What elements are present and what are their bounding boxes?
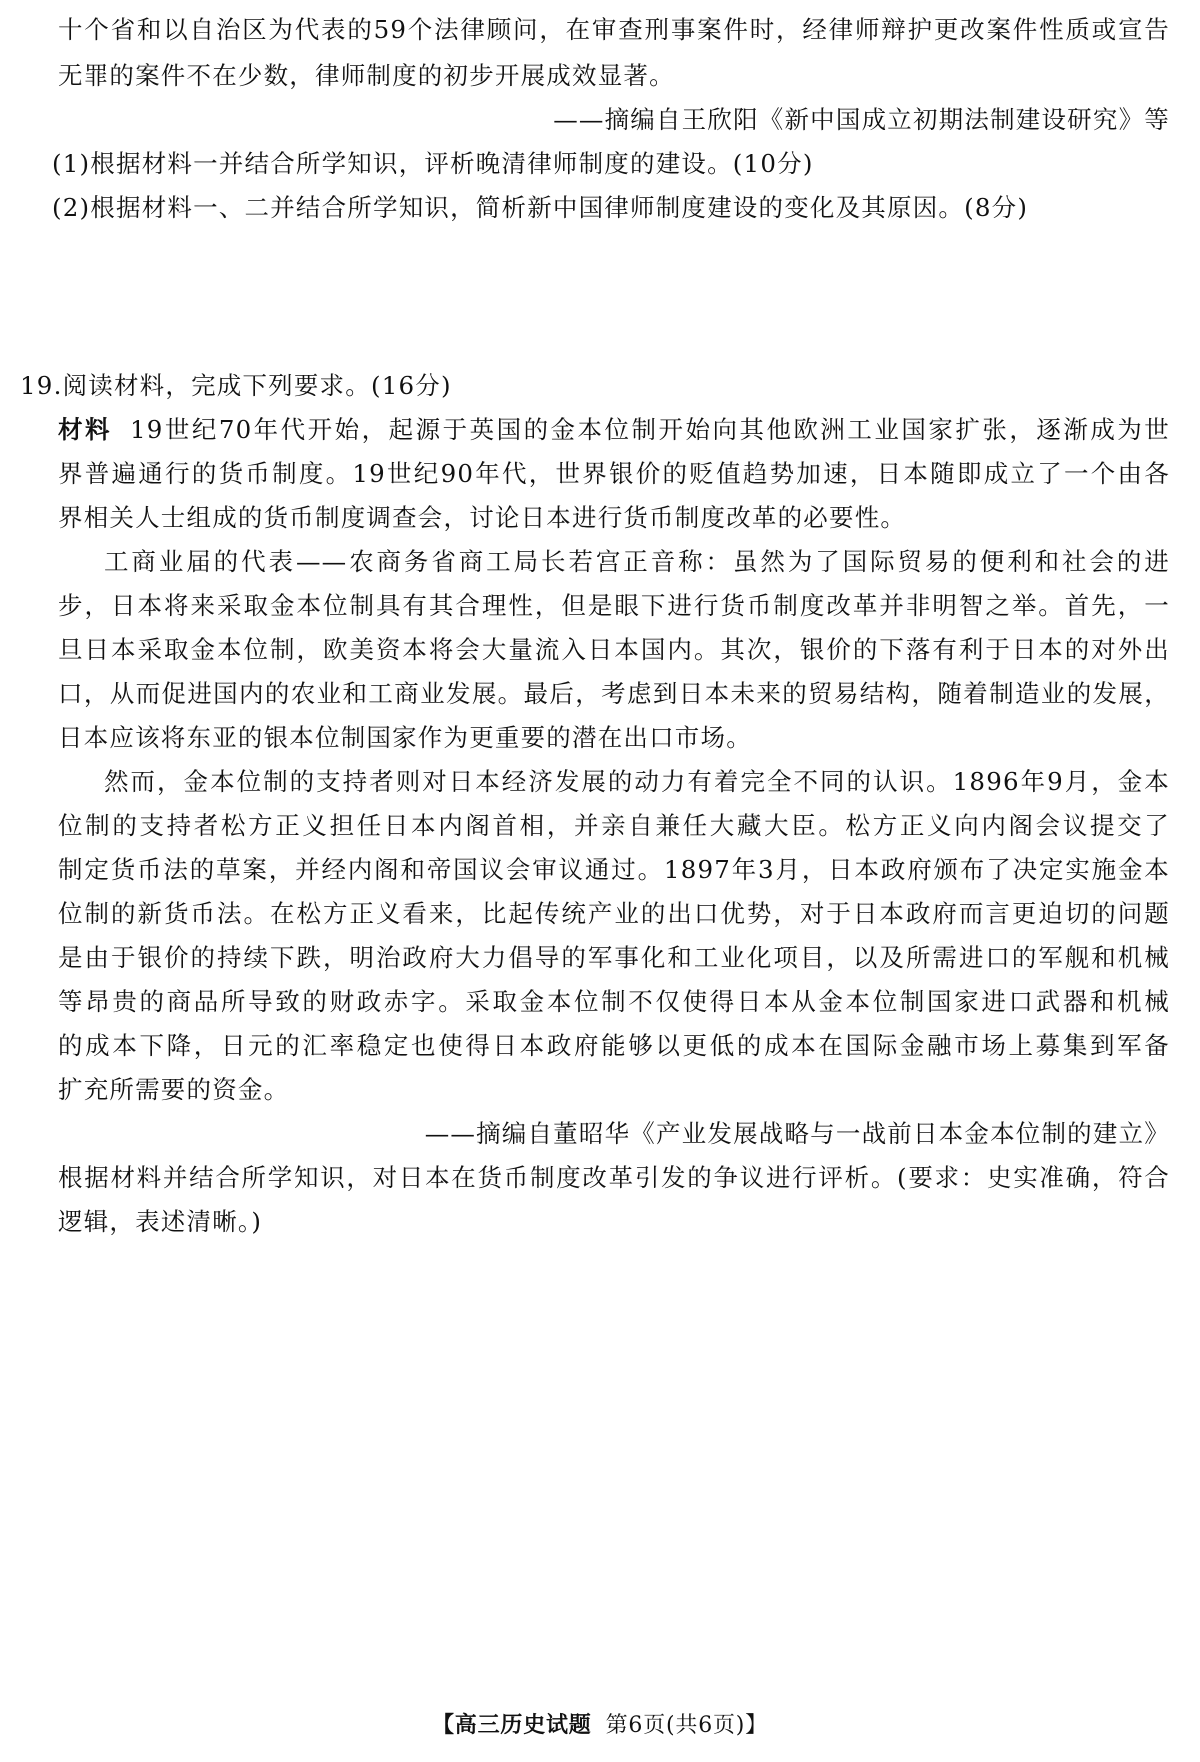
question-18-part-1: (1)根据材料一并结合所学知识，评析晚清律师制度的建设。(10分) (52, 149, 814, 178)
material-paragraph-3-line-2: 位制的支持者松方正义担任日本内阁首相，并亲自兼任大藏大臣。松方正义向内阁会议提交了 (58, 811, 1170, 840)
material-paragraph-3-line-3: 制定货币法的草案，并经内阁和帝国议会审议通过。1897年3月，日本政府颁布了决定实施金本 (58, 855, 1170, 884)
material-paragraph-3-line-8: 扩充所需要的资金。 (58, 1075, 290, 1104)
question-19-task-line-1: 根据材料并结合所学知识，对日本在货币制度改革引发的争议进行评析。(要求：史实准确，符合 (58, 1163, 1170, 1192)
material-paragraph-3-line-4: 位制的新货币法。在松方正义看来，比起传统产业的出口优势，对于日本政府而言更迫切的问题 (58, 899, 1170, 928)
material-label: 材料 (58, 415, 112, 444)
material-paragraph-2-line-5: 日本应该将东亚的银本位制国家作为更重要的潜在出口市场。 (58, 723, 752, 752)
material-source: ——摘编自董昭华《产业发展战略与一战前日本金本位制的建立》 (424, 1119, 1170, 1148)
material-paragraph-2-line-4: 口，从而促进国内的农业和工商业发展。最后，考虑到日本未来的贸易结构，随着制造业的发展， (58, 679, 1170, 708)
material-paragraph-1-line-1 (58, 414, 1170, 446)
material-paragraph-2-line-1: 工商业届的代表——农商务省商工局长若宫正音称：虽然为了国际贸易的便利和社会的进 (104, 547, 1170, 576)
material-two-line-1: 十个省和以自治区为代表的59个法律顾问，在审查刑事案件时，经律师辩护更改案件性质或宣告 (58, 15, 1170, 44)
material-paragraph-1-line-3: 界相关人士组成的货币制度调查会，讨论日本进行货币制度改革的必要性。 (58, 503, 907, 532)
material-paragraph-1-text: 19世纪70年代开始，起源于英国的金本位制开始向其他欧洲工业国家扩张，逐渐成为世 (129, 415, 1170, 444)
material-paragraph-3-line-6: 等昂贵的商品所导致的财政赤字。采取金本位制不仅使得日本从金本位制国家进口武器和机械 (58, 987, 1170, 1016)
material-paragraph-3-line-5: 是由于银价的持续下跌，明治政府大力倡导的军事化和工业化项目，以及所需进口的军舰和机械 (58, 943, 1170, 972)
material-paragraph-3-line-7: 的成本下降，日元的汇率稳定也使得日本政府能够以更低的成本在国际金融市场上募集到军备 (58, 1031, 1170, 1060)
footer-exam-title: 【高三历史试题 (432, 1712, 592, 1738)
page-footer (0, 1710, 1200, 1741)
material-paragraph-1-line-2: 界普遍通行的货币制度。19世纪90年代，世界银价的贬值趋势加速，日本随即成立了一个由各 (58, 459, 1170, 488)
material-two-line-2: 无罪的案件不在少数，律师制度的初步开展成效显著。 (58, 61, 675, 90)
material-paragraph-3-line-1: 然而，金本位制的支持者则对日本经济发展的动力有着完全不同的认识。1896年9月，金本 (104, 767, 1170, 796)
material-paragraph-2-line-2: 步，日本将来采取金本位制具有其合理性，但是眼下进行货币制度改革并非明智之举。首先，一 (58, 591, 1170, 620)
material-paragraph-2-line-3: 旦日本采取金本位制，欧美资本将会大量流入日本国内。其次，银价的下落有利于日本的对外出 (58, 635, 1170, 664)
material-two-source: ——摘编自王欣阳《新中国成立初期法制建设研究》等 (553, 105, 1170, 134)
footer-page-number: 第6页(共6页)】 (605, 1713, 768, 1738)
question-19-task-line-2: 逻辑，表述清晰。) (58, 1207, 263, 1236)
question-18-part-2: (2)根据材料一、二并结合所学知识，简析新中国律师制度建设的变化及其原因。(8分) (52, 193, 1029, 222)
question-19-header: 19.阅读材料，完成下列要求。(16分) (20, 371, 452, 400)
